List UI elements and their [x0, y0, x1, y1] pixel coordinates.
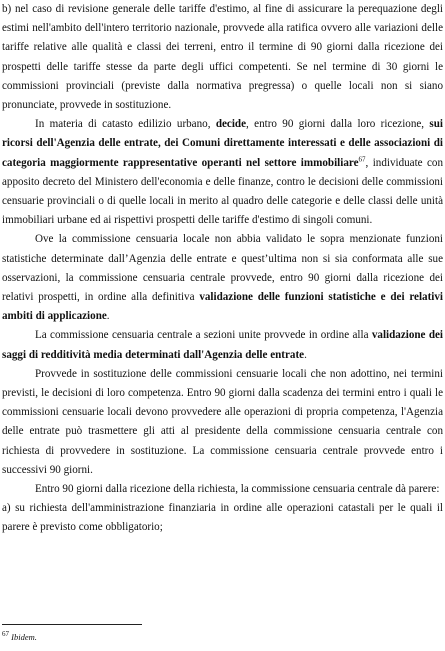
bold-decide: decide — [215, 118, 247, 131]
paragraph-catasto-urbano — [2, 115, 443, 230]
text-run: , entro 90 giorni dalla loro ricezione, — [246, 118, 430, 131]
footnote-number: 67 — [2, 630, 9, 639]
footnote — [2, 632, 37, 643]
text-run: . — [106, 310, 110, 323]
bold-validazione-funzioni: validazione delle funzioni statistiche e dei relativi ambiti di applicazione — [2, 291, 444, 323]
paragraph-sostituzione: Provvede in sostituzione delle commissioni censuarie locali che non adottino, nei termini previsti, le decisioni di loro competenza. Entro 90 giorni dalla scadenza dei termini entro i quali le commissioni censuarie locali devono provvedere alle operazioni di propria competenza, l'Agenzia delle entrate può trasmettere gli atti al presidente della commissione censuaria centrale con richiesta di provvedere in sostituzione. La commissione censuaria centrale provvede entro i successivi 90 giorni. — [2, 367, 443, 476]
paragraph-a: a) su richiesta dell'amministrazione finanziaria in ordine alle operazioni catastali per le quali il parere è previsto come obbligatorio; — [2, 502, 443, 534]
text-run: Ove la commissione censuaria locale non abbia validato le sopra menzionate funzioni statistiche determinate dall’Agenzia delle entrate e quest’ultima non si sia conformata alle sue osservazioni, la commissione censuaria centrale provvede, entro 90 giorni dalla ricezione dei relativi prospetti, in ordine alla definitiva — [2, 233, 443, 304]
footnote-divider — [2, 624, 142, 625]
text-run: . — [304, 348, 307, 361]
text-run: In materia di catasto edilizio urbano, — [35, 118, 216, 131]
footnote-ref[interactable]: 67 — [358, 154, 366, 163]
text-run: La commissione censuaria centrale a sezioni unite provvede in ordine alla — [35, 329, 372, 342]
footnote-text: Ibidem. — [11, 632, 37, 642]
paragraph-validazione-funzioni — [2, 230, 443, 326]
bold-ricorsi: sui ricorsi dell'Agenzia delle entrate, dei Comuni direttamente interessati e delle associazioni di categoria maggiormente rappresentative operanti nel settore immobiliare — [2, 118, 443, 169]
text-run: , individuate con apposito decreto del Ministero dell'economia e delle finanze, contro le decisioni delle commissioni censuarie provinciali o di quelle locali in merito al quadro delle categorie e delle classi delle unità immobiliari urbane ed ai rispettivi prospetti delle tariffe d'estimo di singoli comuni. — [2, 156, 444, 227]
paragraph-parere: Entro 90 giorni dalla ricezione della richiesta, la commissione censuaria centrale dà parere: — [35, 483, 440, 496]
body-text — [2, 0, 443, 538]
paragraph-sezioni-unite — [2, 326, 443, 364]
bold-validazione-saggi: validazione dei saggi di redditività media determinati dall'Agenzia delle entrate — [2, 329, 443, 361]
paragraph-b: b) nel caso di revisione generale delle tariffe d'estimo, al fine di assicurare la perequazione degli estimi nell'ambito dell'intero territorio nazionale, provvede alla ratifica ovvero alle variazioni delle tariffe relative alle qualità e classi dei terreni, entro il termine di 90 giorni dalla ricezione dei prospetti delle tariffe stesse da parte degli uffici competenti. Se nel termine di 30 giorni le commissioni provinciali (previste dalla normativa pregressa) o quelle locali non si siano pronunciate, provvede in sostituzione. — [2, 3, 443, 112]
